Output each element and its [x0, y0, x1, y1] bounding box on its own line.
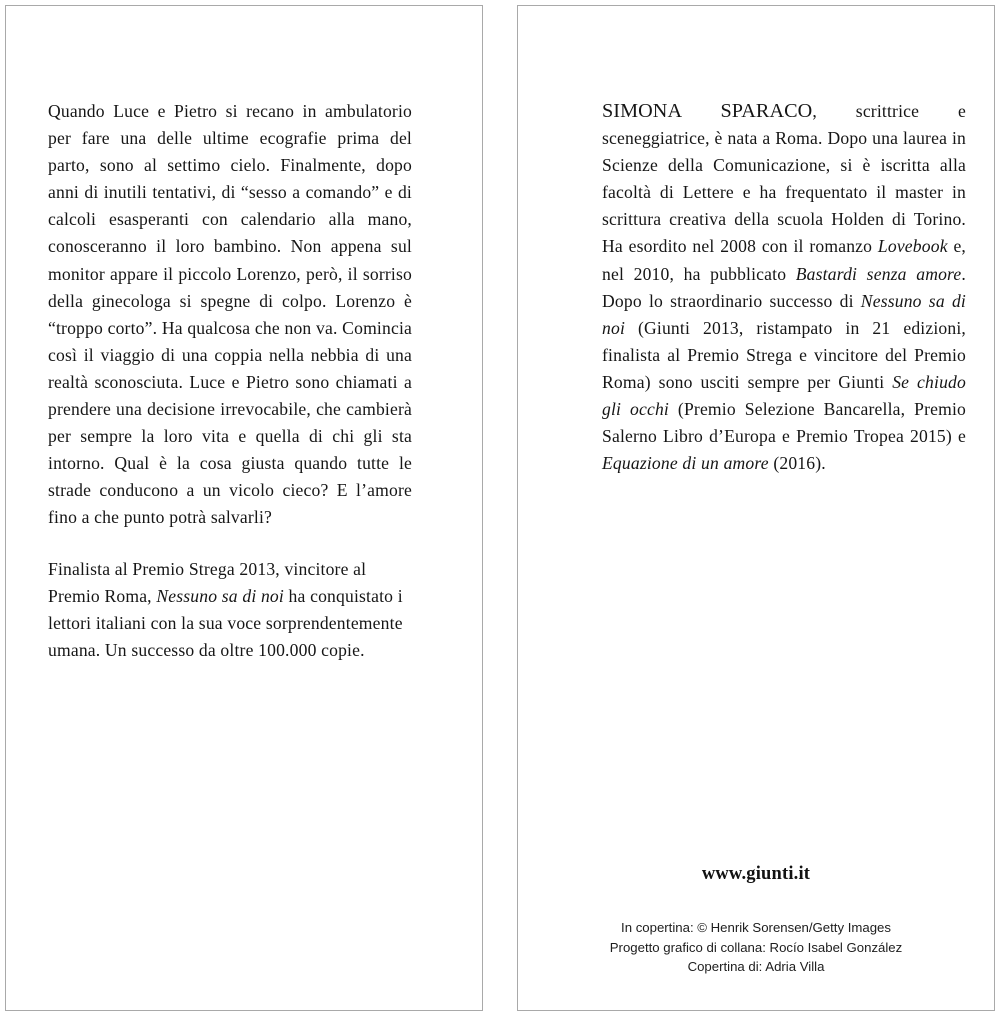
bio-text-run: (Giunti 2013, ristampato in 21 edizioni, finalista al Premio Strega e vincitore del Premio Roma) sono usciti sempre per Giunti	[602, 317, 966, 392]
award-text-after: ha conquistato i lettori italiani con la sua voce sorprendentemente umana. Un successo da oltre 100.000 copie.	[48, 585, 403, 660]
blurb-paragraph: Quando Luce e Pietro si recano in ambulatorio per fare una delle ultime ecografie prima del parto, sono al settimo cielo. Finalmente, dopo anni di inutili tentativi, di “sesso a comando” e di calcoli esasperanti con calendario alla mano, conosceranno il loro bambino. Non appena sul monitor appare il piccolo Lorenzo, però, il sorriso della ginecologa si spegne di colpo. Lorenzo è “troppo corto”. Ha qualcosa che non va. Comincia così il viaggio di una coppia nella nebbia di una realtà sconosciuta. Luce e Pietro sono chiamati a prendere una decisione irrevocabile, che cambierà per sempre la loro vita e quella di chi gli sta intorno. Qual è la cosa giusta quando tutte le strade conducono a un vicolo cieco? E l’amore fino a che punto potrà salvarli?	[48, 101, 412, 528]
award-book-title: Nessuno sa di noi	[156, 585, 284, 606]
award-paragraph	[48, 556, 412, 664]
author-bio-paragraph	[602, 98, 966, 477]
left-flap-panel	[5, 5, 483, 1011]
bio-book-title: Nessuno sa di noi	[602, 290, 966, 338]
right-flap-panel	[517, 5, 995, 1011]
author-name: SIMONA SPARACO	[602, 100, 813, 122]
bio-text-run: (Premio Selezione Bancarella, Premio Salerno Libro d’Europa e Premio Tropea 2015) e	[602, 399, 966, 447]
bio-book-title: Lovebook	[877, 236, 948, 257]
cover-credits	[518, 918, 994, 977]
bio-book-title: Equazione di un amore	[602, 453, 769, 474]
bio-text-run: (2016).	[768, 453, 826, 474]
left-flap-content	[6, 6, 482, 1010]
bio-book-title: Se chiudo gli occhi	[602, 371, 966, 420]
author-bio-block	[602, 98, 966, 477]
bio-book-title: Bastardi senza amore	[795, 263, 962, 284]
right-flap-content	[518, 6, 994, 1010]
blurb-text-block	[48, 98, 412, 664]
credit-line-cover-photo: In copertina: © Henrik Sorensen/Getty Images	[621, 920, 891, 935]
bio-text-run: , scrittrice e sceneggiatrice, è nata a Roma. Dopo una laurea in Scienze della Comunicazione, si è iscritta alla facoltà di Lettere e ha frequentato il master in scrittura creativa della scuola Holden di Torino. Ha esordito nel 2008 con il romanzo	[602, 101, 967, 257]
award-text-before: Finalista al Premio Strega 2013, vincitore al Premio Roma,	[48, 558, 367, 606]
publisher-website[interactable]: www.giunti.it	[701, 864, 811, 884]
credit-line-cover-design: Copertina di: Adria Villa	[687, 959, 825, 974]
author-bio-body	[602, 101, 966, 473]
bio-text-run: e, nel 2010, ha pubblicato	[602, 236, 967, 284]
credit-line-series-design: Progetto grafico di collana: Rocío Isabel González	[609, 939, 903, 955]
bio-text-run: . Dopo lo straordinario successo di	[602, 263, 966, 311]
